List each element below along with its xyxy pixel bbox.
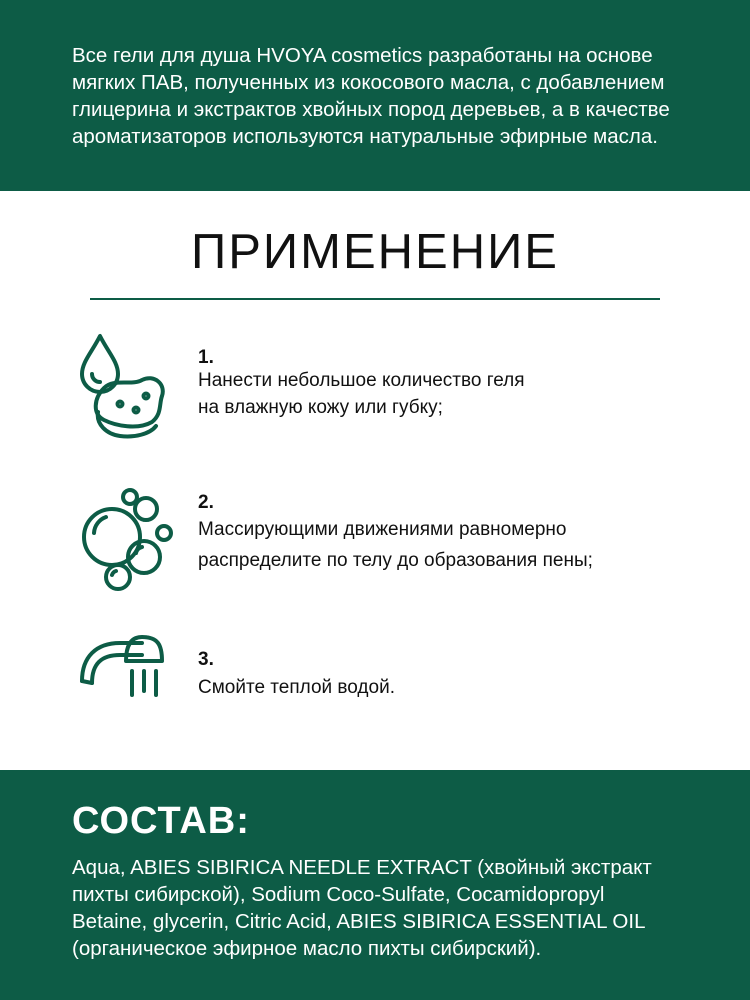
step-number: 3. (198, 649, 214, 670)
shower-icon (76, 631, 166, 701)
composition-line: Aqua, ABIES SIBIRICA NEEDLE EXTRACT (хвойный экстракт (72, 856, 652, 879)
step-text-line: на влажную кожу или губку; (198, 397, 443, 418)
intro-text (72, 42, 702, 150)
intro-banner (0, 0, 750, 191)
intro-line: глицерина и экстрактов хвойных пород деревьев, а в качестве (72, 98, 670, 121)
composition-line: (органическое эфирное масло пихты сибирский). (72, 937, 542, 960)
step-text (198, 674, 395, 701)
step-text-line: Массирующими движениями равномерно (198, 519, 567, 540)
drop-sponge-icon (76, 330, 168, 442)
step-number: 2. (198, 492, 214, 513)
step-text-line: Нанести небольшое количество геля (198, 370, 525, 391)
composition-text (72, 854, 712, 962)
composition-line: пихты сибирской), Sodium Coco-Sulfate, Cocamidopropyl (72, 883, 605, 906)
composition-banner (0, 770, 750, 1000)
step-text-line: распределите по телу до образования пены; (198, 550, 593, 571)
composition-line: Betaine, glycerin, Citric Acid, ABIES SIBIRICA ESSENTIAL OIL (72, 910, 646, 933)
step-text (198, 367, 525, 421)
step-number: 1. (198, 347, 214, 368)
step-text (198, 514, 593, 576)
intro-line: ароматизаторов используются натуральные эфирные масла. (72, 125, 658, 148)
composition-title: СОСТАВ: (72, 800, 250, 842)
step-text-line: Смойте теплой водой. (198, 677, 395, 698)
usage-title: ПРИМЕНЕНИЕ (191, 225, 559, 279)
bubbles-icon (76, 483, 176, 595)
intro-line: мягких ПАВ, полученных из кокосового масла, с добавлением (72, 71, 665, 94)
intro-line: Все гели для душа HVOYA cosmetics разработаны на основе (72, 44, 653, 67)
title-divider (90, 298, 660, 300)
